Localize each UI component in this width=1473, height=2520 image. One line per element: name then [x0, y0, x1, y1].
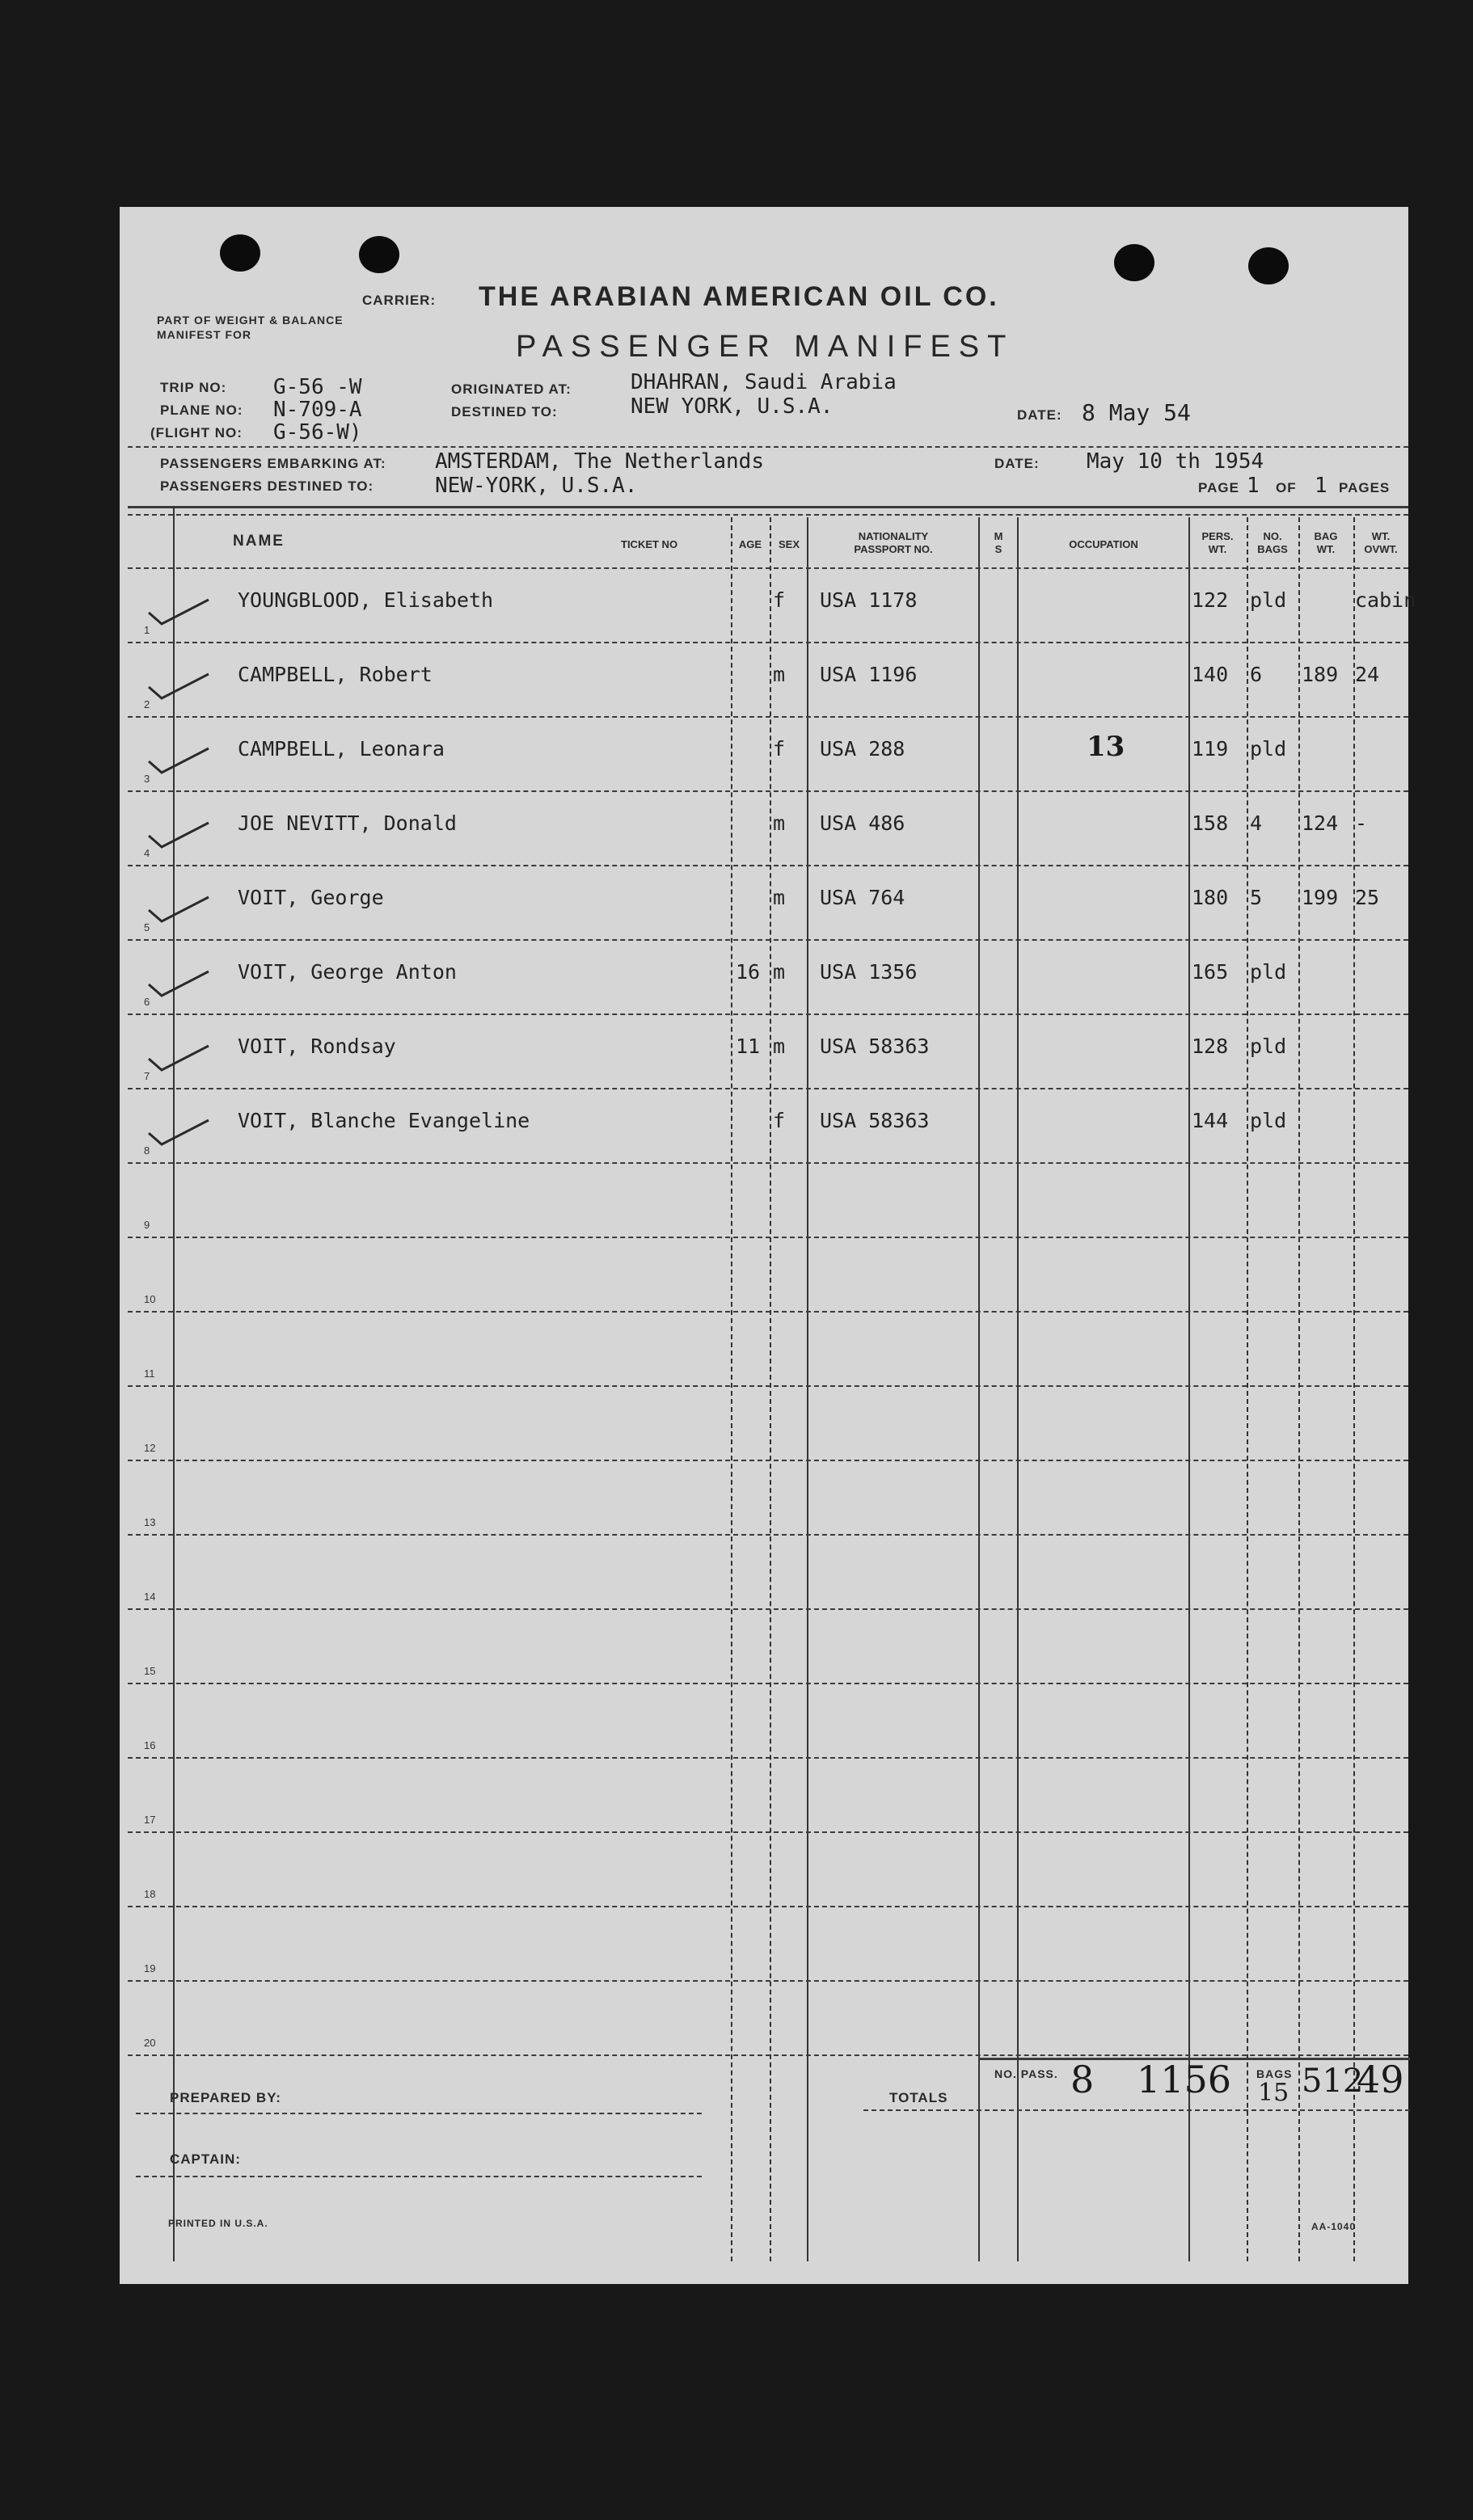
page-value: 1	[1247, 474, 1260, 498]
checkmark-icon	[144, 744, 212, 776]
checkmark-icon	[144, 1041, 212, 1073]
row-line	[128, 1311, 1408, 1313]
passenger-weight: 180	[1192, 886, 1229, 909]
col-divider	[1247, 517, 1248, 2261]
row-number: 11	[144, 1367, 155, 1380]
col-nationality-line1: NATIONALITY	[858, 530, 929, 542]
bag-weight-total: 512	[1302, 2063, 1364, 2100]
passenger-sex: m	[773, 663, 786, 686]
row-number: 16	[144, 1739, 156, 1751]
passenger-bags: pld	[1250, 1109, 1287, 1132]
col-divider	[1188, 517, 1190, 2261]
punch-hole	[359, 236, 399, 273]
col-bagwt-line1: BAG	[1314, 530, 1338, 542]
row-line	[128, 642, 1408, 643]
passenger-weight: 165	[1192, 960, 1229, 984]
captain-line	[136, 2176, 702, 2177]
passenger-sex: f	[773, 588, 786, 612]
row-number: 10	[144, 1293, 156, 1305]
row-line	[128, 1237, 1408, 1238]
totals-line	[863, 2109, 1410, 2111]
flight-value: G-56-W)	[273, 420, 362, 445]
col-ms-line1: M	[994, 530, 1003, 542]
col-bags-line2: BAGS	[1257, 543, 1288, 555]
row-number: 20	[144, 2037, 156, 2049]
passenger-name: VOIT, Rondsay	[238, 1035, 396, 1058]
row-line	[128, 1906, 1408, 1907]
passenger-bags: 4	[1250, 811, 1263, 835]
row-number: 8	[144, 1144, 150, 1157]
row-line	[128, 939, 1408, 941]
passenger-name: JOE NEVITT, Donald	[238, 811, 457, 835]
checkmark-icon	[144, 595, 212, 627]
part-of-label: PART OF WEIGHT & BALANCE	[157, 314, 344, 327]
col-bags-line1: NO.	[1263, 530, 1282, 542]
of-value: 1	[1315, 474, 1327, 498]
originated-label: ORIGINATED AT:	[451, 381, 572, 397]
row-number: 3	[144, 773, 150, 785]
row-line	[128, 1683, 1408, 1684]
originated-value: DHAHRAN, Saudi Arabia	[631, 370, 897, 394]
col-name-header: NAME	[233, 533, 285, 550]
passenger-weight: 122	[1192, 588, 1229, 612]
passenger-overweight: 25	[1355, 886, 1380, 909]
passenger-bags: pld	[1250, 960, 1287, 984]
no-pass-value: 8	[1070, 2058, 1095, 2101]
row-number: 7	[144, 1070, 150, 1082]
row-line	[128, 1980, 1408, 1982]
passenger-passport: USA 764	[820, 886, 905, 909]
flight-label: (FLIGHT NO:	[150, 425, 243, 440]
punch-hole	[1248, 247, 1289, 284]
pers-weight-total: 1156	[1137, 2058, 1232, 2101]
divider	[128, 446, 1408, 448]
passenger-weight: 128	[1192, 1035, 1229, 1058]
row-number: 5	[144, 921, 150, 933]
row-number: 2	[144, 698, 150, 710]
trip-label: TRIP NO:	[160, 380, 227, 395]
passenger-sex: m	[773, 1035, 786, 1058]
col-ms-line2: S	[994, 543, 1002, 555]
passenger-bag-weight: 189	[1302, 663, 1339, 686]
passenger-name: CAMPBELL, Leonara	[238, 737, 445, 761]
passenger-passport: USA 1196	[820, 663, 918, 686]
destined-value: NEW YORK, U.S.A.	[631, 394, 834, 419]
row-line	[128, 1460, 1408, 1461]
passenger-age: 11	[736, 1035, 761, 1058]
row-number: 13	[144, 1516, 156, 1528]
row-line	[128, 1831, 1408, 1833]
row-number: 14	[144, 1591, 156, 1603]
row-line	[128, 865, 1408, 866]
row-line	[128, 1757, 1408, 1759]
row-line	[128, 1013, 1408, 1015]
trip-value: G-56 -W	[273, 375, 362, 399]
col-pers-line1: PERS.	[1201, 530, 1234, 542]
col-divider	[1353, 517, 1355, 2261]
col-divider	[1017, 517, 1019, 2261]
passenger-name: VOIT, Blanche Evangeline	[238, 1109, 530, 1132]
passenger-passport: USA 288	[820, 737, 905, 761]
prepared-by-line	[136, 2113, 702, 2114]
passenger-passport: USA 1178	[820, 588, 918, 612]
passenger-weight: 158	[1192, 811, 1229, 835]
passenger-bags: 6	[1250, 663, 1263, 686]
embarking-value: AMSTERDAM, The Netherlands	[435, 449, 764, 474]
col-divider	[978, 517, 980, 2261]
col-ovwt-header	[1353, 530, 1408, 556]
row-line	[128, 1534, 1408, 1536]
passenger-name: VOIT, George	[238, 886, 384, 909]
dest-pass-label: PASSENGERS DESTINED TO:	[160, 478, 374, 494]
col-ticket-header: TICKET NO	[621, 538, 678, 550]
col-nationality-line2: PASSPORT NO.	[854, 543, 933, 555]
col-nationality-header	[808, 530, 978, 556]
row-number: 12	[144, 1442, 156, 1454]
prepared-by-label: PREPARED BY:	[170, 2090, 281, 2105]
col-age-header: AGE	[738, 538, 762, 550]
captain-label: CAPTAIN:	[170, 2151, 241, 2167]
row-number: 1	[144, 624, 150, 636]
table-top-border	[128, 506, 1408, 508]
row-number: 4	[144, 847, 150, 859]
punch-hole	[1114, 244, 1154, 281]
row-line	[128, 567, 1408, 569]
of-label: OF	[1276, 480, 1297, 495]
date-value: 8 May 54	[1082, 399, 1191, 426]
manifest-sheet	[120, 207, 1416, 2284]
passenger-bags: pld	[1250, 588, 1287, 612]
passenger-overweight: -	[1355, 811, 1368, 835]
row-number: 9	[144, 1219, 150, 1231]
punch-hole	[220, 234, 260, 272]
manifest-for-label: MANIFEST FOR	[157, 328, 251, 341]
col-pers-wt-header	[1188, 530, 1247, 556]
col-bag-wt-header	[1298, 530, 1353, 556]
row-number: 17	[144, 1814, 156, 1826]
col-divider	[731, 517, 732, 2261]
pages-label: PAGES	[1339, 480, 1391, 495]
date-label: DATE:	[1017, 407, 1062, 423]
passenger-bag-weight: 199	[1302, 886, 1339, 909]
row-line	[128, 1385, 1408, 1387]
passenger-overweight: 24	[1355, 663, 1380, 686]
date2-value: May 10 th 1954	[1087, 449, 1264, 474]
plane-value: N-709-A	[273, 398, 362, 422]
col-bags-header	[1247, 530, 1298, 556]
col-sex-header: SEX	[778, 538, 800, 550]
no-pass-label: NO. PASS.	[994, 2067, 1058, 2080]
destined-label: DESTINED TO:	[451, 404, 558, 419]
row-number: 19	[144, 1962, 156, 1974]
passenger-age: 16	[736, 960, 761, 984]
bags-total: 15	[1258, 2079, 1289, 2107]
row-line	[128, 1088, 1408, 1089]
passenger-bags: pld	[1250, 737, 1287, 761]
col-divider	[1298, 517, 1300, 2261]
row-line	[128, 716, 1408, 718]
col-pers-line2: WT.	[1208, 543, 1227, 555]
passenger-sex: m	[773, 811, 786, 835]
table-top-border	[128, 514, 1408, 516]
bags-label: BAGS	[1256, 2067, 1293, 2080]
col-ms-header	[978, 530, 1019, 556]
passenger-passport: USA 58363	[820, 1109, 930, 1132]
passenger-weight: 144	[1192, 1109, 1229, 1132]
checkmark-icon	[144, 967, 212, 999]
printed-in-label: PRINTED IN U.S.A.	[168, 2218, 268, 2229]
col-occupation-header: OCCUPATION	[1069, 538, 1138, 550]
passenger-weight: 140	[1192, 663, 1229, 686]
passenger-bags: 5	[1250, 886, 1263, 909]
form-number: AA-1040	[1311, 2221, 1357, 2232]
passenger-bag-weight: 124	[1302, 811, 1339, 835]
embarking-label: PASSENGERS EMBARKING AT:	[160, 456, 386, 471]
date2-label: DATE:	[994, 456, 1040, 471]
passenger-weight: 119	[1192, 737, 1229, 761]
overweight-total: 49	[1357, 2058, 1404, 2101]
passenger-passport: USA 486	[820, 811, 905, 835]
carrier-label: CARRIER:	[362, 293, 437, 308]
totals-label: TOTALS	[889, 2090, 948, 2105]
passenger-name: VOIT, George Anton	[238, 960, 457, 984]
passenger-name: CAMPBELL, Robert	[238, 663, 433, 686]
row-number: 18	[144, 1888, 156, 1900]
checkmark-icon	[144, 818, 212, 850]
col-ovwt-line1: WT.	[1371, 530, 1391, 542]
row-number: 15	[144, 1665, 156, 1677]
annotation-number: 13	[1087, 731, 1125, 763]
checkmark-icon	[144, 892, 212, 925]
passenger-sex: f	[773, 737, 786, 761]
page-label: PAGE	[1198, 480, 1239, 495]
row-line	[128, 1608, 1408, 1610]
passenger-sex: m	[773, 960, 786, 984]
carrier-name: THE ARABIAN AMERICAN OIL CO.	[479, 281, 999, 312]
passenger-name: YOUNGBLOOD, Elisabeth	[238, 588, 494, 612]
passenger-sex: f	[773, 1109, 786, 1132]
row-line	[128, 790, 1408, 792]
col-divider	[807, 517, 808, 2261]
dest-pass-value: NEW-YORK, U.S.A.	[435, 474, 638, 498]
checkmark-icon	[144, 669, 212, 702]
passenger-sex: m	[773, 886, 786, 909]
checkmark-icon	[144, 1115, 212, 1148]
row-line	[128, 2054, 1408, 2056]
passenger-overweight: cabin	[1355, 588, 1416, 612]
passenger-bags: pld	[1250, 1035, 1287, 1058]
row-number: 6	[144, 996, 150, 1008]
manifest-title: PASSENGER MANIFEST	[516, 330, 1015, 364]
passenger-passport: USA 1356	[820, 960, 918, 984]
row-line	[128, 1162, 1408, 1164]
passenger-passport: USA 58363	[820, 1035, 930, 1058]
col-bagwt-line2: WT.	[1316, 543, 1336, 555]
col-ovwt-line2: OVWT.	[1364, 543, 1398, 555]
plane-label: PLANE NO:	[160, 402, 243, 418]
col-divider	[770, 517, 771, 2261]
